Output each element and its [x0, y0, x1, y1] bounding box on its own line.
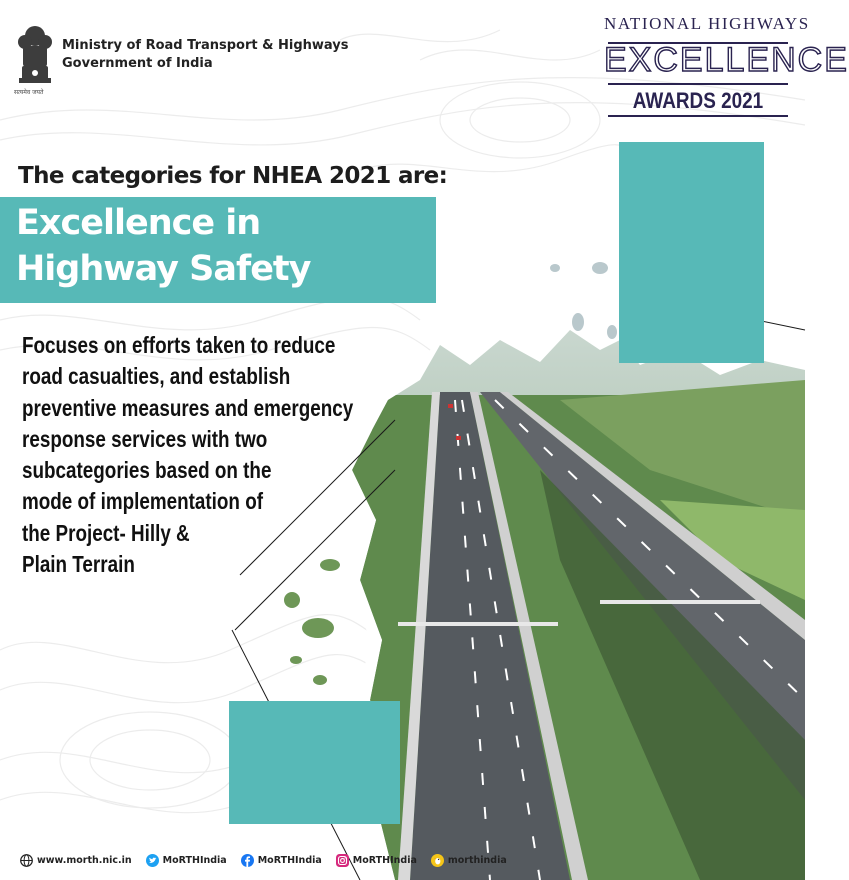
categories-intro: The categories for NHEA 2021 are:	[18, 163, 448, 189]
globe-icon	[20, 854, 33, 867]
description-line: preventive measures and emergency	[22, 394, 354, 421]
instagram-label: MoRTHIndia	[352, 854, 417, 866]
twitter-link[interactable]	[146, 854, 227, 867]
ministry-name: Ministry of Road Transport & Highways	[62, 38, 349, 53]
national-emblem-icon	[14, 16, 56, 96]
footer-social-bar	[20, 852, 507, 868]
website-label: www.morth.nic.in	[37, 854, 132, 866]
description-line: Focuses on efforts taken to reduce	[22, 332, 336, 358]
award-logo-rule	[608, 115, 788, 117]
category-title-box	[0, 197, 436, 303]
description-line: subcategories based on the	[22, 457, 272, 484]
koo-app-icon	[431, 854, 444, 867]
koo-label: morthindia	[447, 854, 507, 866]
award-logo-line1: NATIONAL HIGHWAYS	[604, 14, 810, 33]
category-title-line2: Highway Safety	[16, 249, 311, 289]
teal-accent-block-bottom	[229, 701, 400, 824]
description-line: response services with two	[22, 425, 268, 452]
twitter-icon	[146, 854, 159, 867]
description-line: road casualties, and establish	[22, 363, 291, 390]
award-logo	[604, 14, 849, 118]
description-line: Plain Terrain	[22, 551, 135, 578]
facebook-link[interactable]	[241, 854, 322, 867]
description-line: mode of implementation of	[22, 488, 263, 515]
award-logo-rule	[608, 83, 788, 85]
emblem-caption: सत्यमेव जयते	[14, 89, 44, 96]
award-logo-line3: AWARDS 2021	[632, 88, 764, 113]
description-line: the Project- Hilly &	[22, 519, 190, 546]
teal-accent-block-top	[619, 142, 764, 363]
government-name: Government of India	[62, 56, 213, 71]
koo-link[interactable]	[431, 854, 507, 867]
category-title-line1: Excellence in	[16, 203, 261, 243]
website-link[interactable]	[20, 854, 132, 867]
category-description	[22, 330, 392, 580]
award-logo-line2: EXCELLENCE	[604, 41, 849, 79]
instagram-icon	[336, 854, 349, 867]
ministry-header	[14, 16, 349, 96]
twitter-label: MoRTHIndia	[162, 854, 227, 866]
facebook-icon	[241, 854, 254, 867]
facebook-label: MoRTHIndia	[257, 854, 322, 866]
instagram-link[interactable]	[336, 854, 417, 867]
